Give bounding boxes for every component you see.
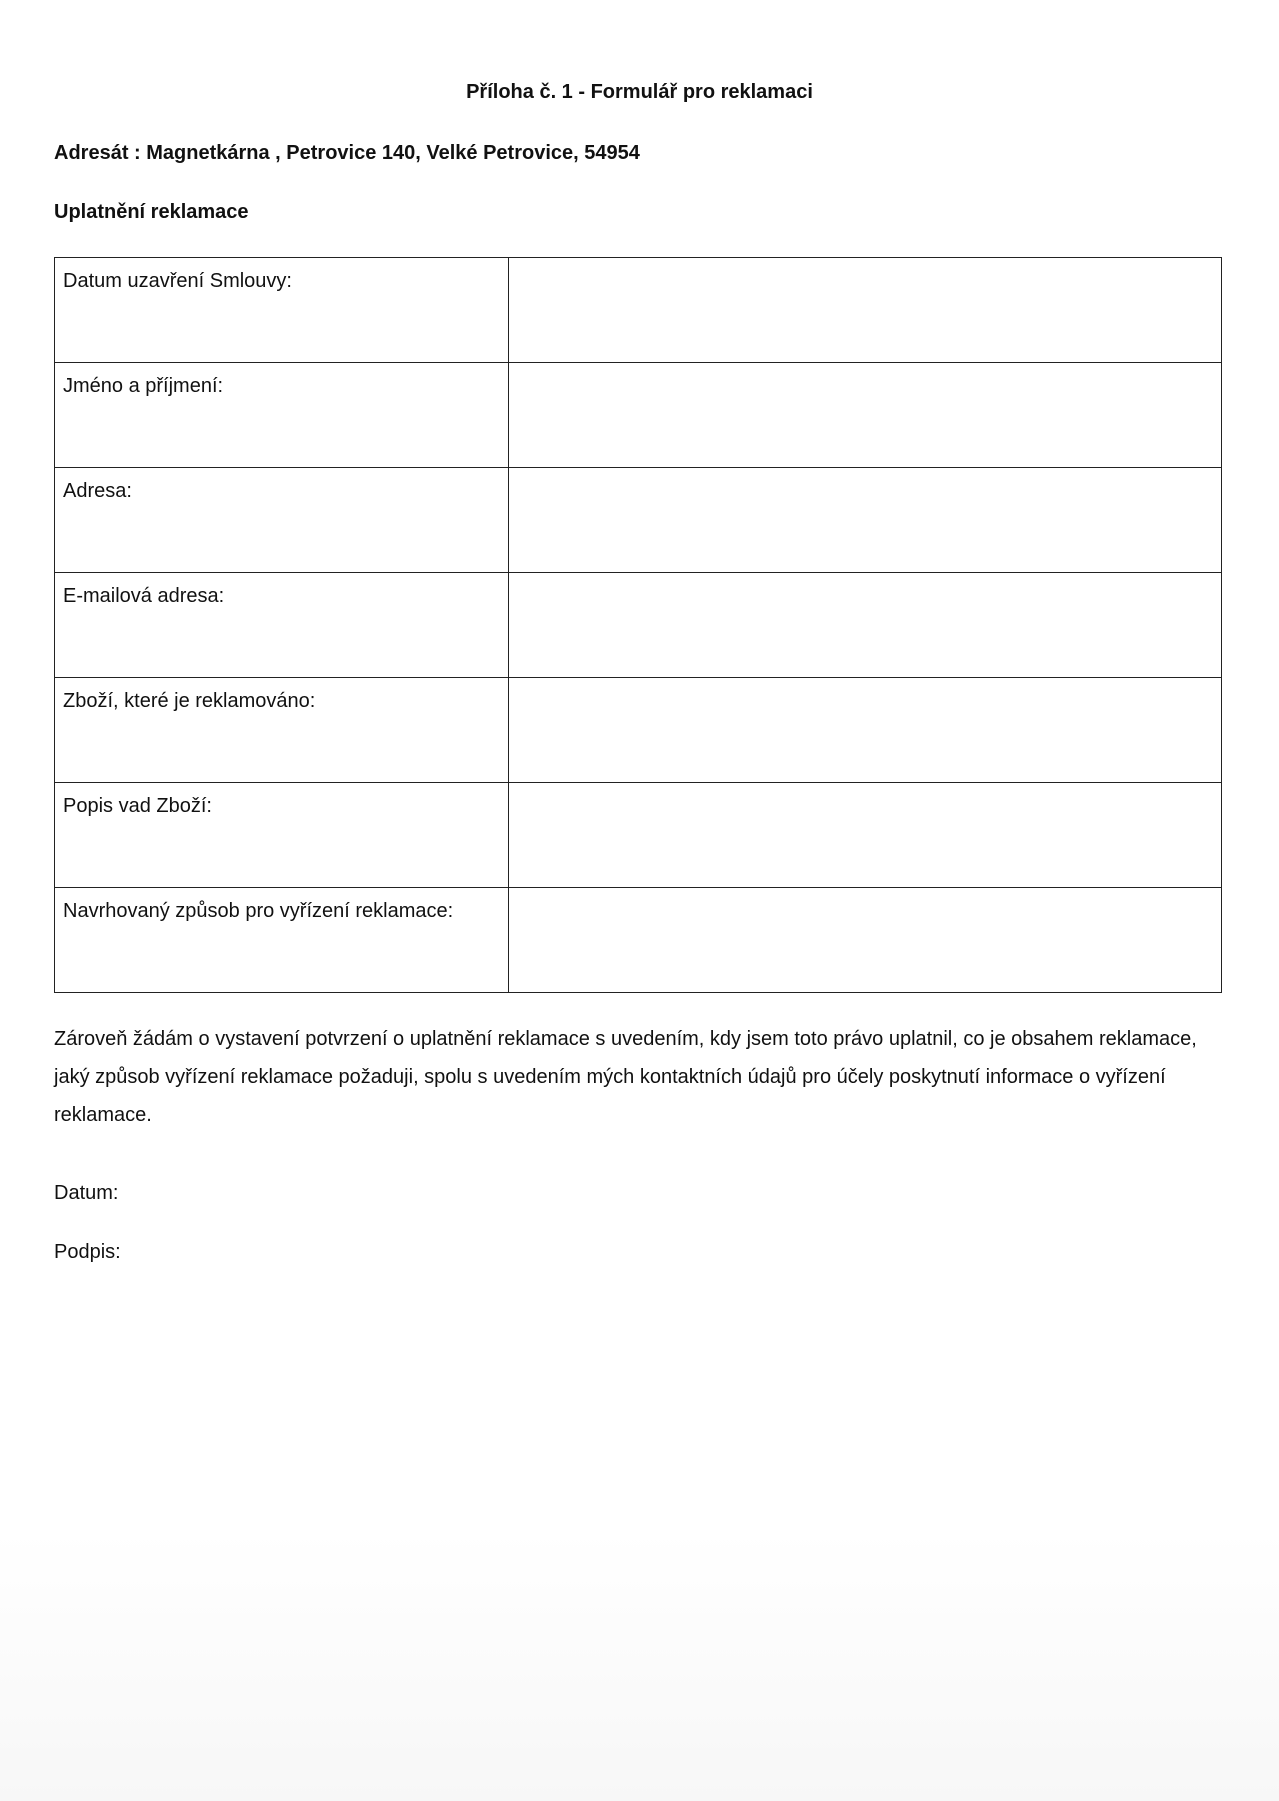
contract-date-label: Datum uzavření Smlouvy:: [55, 258, 509, 363]
defect-description-field[interactable]: [509, 783, 1222, 888]
email-field[interactable]: [509, 573, 1222, 678]
form-row-contract-date: [55, 258, 1222, 363]
claimed-goods-label: Zboží, které je reklamováno:: [55, 678, 509, 783]
email-label: E-mailová adresa:: [55, 573, 509, 678]
date-label: Datum:: [54, 1182, 119, 1204]
declaration-paragraph: Zároveň žádám o vystavení potvrzení o uplatnění reklamace s uvedením, kdy jsem toto právo uplatnil, co je obsahem reklamace, jaký způsob vyřízení reklamace požaduji, spolu s uvedením mých kontaktních údajů pro účely poskytnutí informace o vyřízení reklamace.: [54, 1028, 1197, 1126]
full-name-field[interactable]: [509, 363, 1222, 468]
document-title: Příloha č. 1 - Formulář pro reklamaci: [466, 81, 813, 103]
form-row-address: [55, 468, 1222, 573]
form-row-claimed-goods: [55, 678, 1222, 783]
addressee-line: Adresát : Magnetkárna , Petrovice 140, Velké Petrovice, 54954: [54, 142, 640, 164]
address-label: Adresa:: [55, 468, 509, 573]
complaint-form-table: [54, 257, 1222, 993]
claimed-goods-field[interactable]: [509, 678, 1222, 783]
signature-label: Podpis:: [54, 1241, 121, 1263]
address-field[interactable]: [509, 468, 1222, 573]
proposed-resolution-field[interactable]: [509, 888, 1222, 993]
form-row-full-name: [55, 363, 1222, 468]
section-heading: Uplatnění reklamace: [54, 201, 249, 223]
defect-description-label: Popis vad Zboží:: [55, 783, 509, 888]
full-name-label: Jméno a příjmení:: [55, 363, 509, 468]
proposed-resolution-label: Navrhovaný způsob pro vyřízení reklamace:: [55, 888, 509, 993]
contract-date-field[interactable]: [509, 258, 1222, 363]
form-row-proposed-resolution: [55, 888, 1222, 993]
form-row-email: [55, 573, 1222, 678]
form-row-defect-description: [55, 783, 1222, 888]
